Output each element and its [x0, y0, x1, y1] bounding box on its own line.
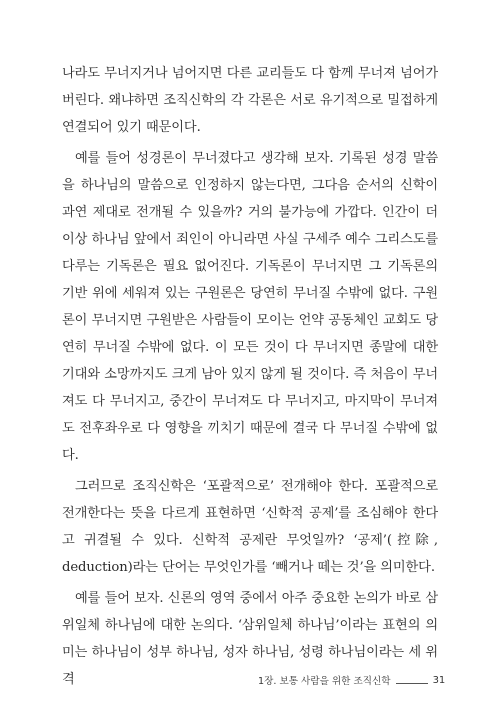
page-body — [62, 60, 438, 697]
paragraph-1: 나라도 무너지거나 넘어지면 다른 교리들도 다 함께 무너져 넘어가버린다. 왜냐하면 조직신학의 각 각론은 서로 유기적으로 밀접하게 연결되어 있기 때문이다. — [62, 66, 438, 135]
paragraph-3: 그러므로 조직신학은 ‘포괄적으로’ 전개해야 한다. 포괄적으로 전개한다는 뜻을 다르게 표현하면 ‘신학적 공제’를 조심해야 한다고 귀결될 수 있다. 신학적 공제란 무엇일까? ‘공제’(控除, deduction)라는 단어는 무엇인가를 ‘빼거나 떼는 것’을 의미한다. — [62, 479, 438, 575]
paragraph-2: 예를 들어 성경론이 무너졌다고 생각해 보자. 기록된 성경 말씀을 하나님의 말씀으로 인정하지 않는다면, 그다음 순서의 신학이 과연 제대로 전개될 수 있을까? 거의 불가능에 가깝다. 인간이 더 이상 하나님 앞에서 죄인이 아니라면 사실 구세주 예수 그리스도를 다루는 기독론은 필요 없어진다. 기독론이 무너지면 그 기독론의 기반 위에 세워져 있는 구원론은 당연히 무너질 수밖에 없다. 구원론이 무너지면 구원받은 사람들이 모이는 언약 공동체인 교회도 당연히 무너질 수밖에 없다. 이 모든 것이 다 무너지면 종말에 대한 기대와 소망까지도 크게 남아 있지 않게 될 것이다. 즉 처음이 무너져도 다 무너지고, 중간이 무너져도 다 무너지고, 마지막이 무너져도 전후좌우로 다 영향을 끼치기 때문에 결국 다 무너질 수밖에 없다. — [62, 151, 438, 463]
paragraph-4: 예를 들어 보자. 신론의 영역 중에서 아주 중요한 논의가 바로 삼위일체 하나님에 대한 논의다. ‘삼위일체 하나님’이라는 표현의 의미는 하나님이 성부 하나님, 성자 하나님, 성령 하나님이라는 세 위격 — [62, 591, 438, 687]
chapter-title: 1장. 보통 사람을 위한 조직신학 — [258, 676, 391, 687]
footer-rule — [396, 683, 428, 684]
page-number: 31 — [432, 674, 446, 686]
page-footer — [258, 671, 445, 689]
